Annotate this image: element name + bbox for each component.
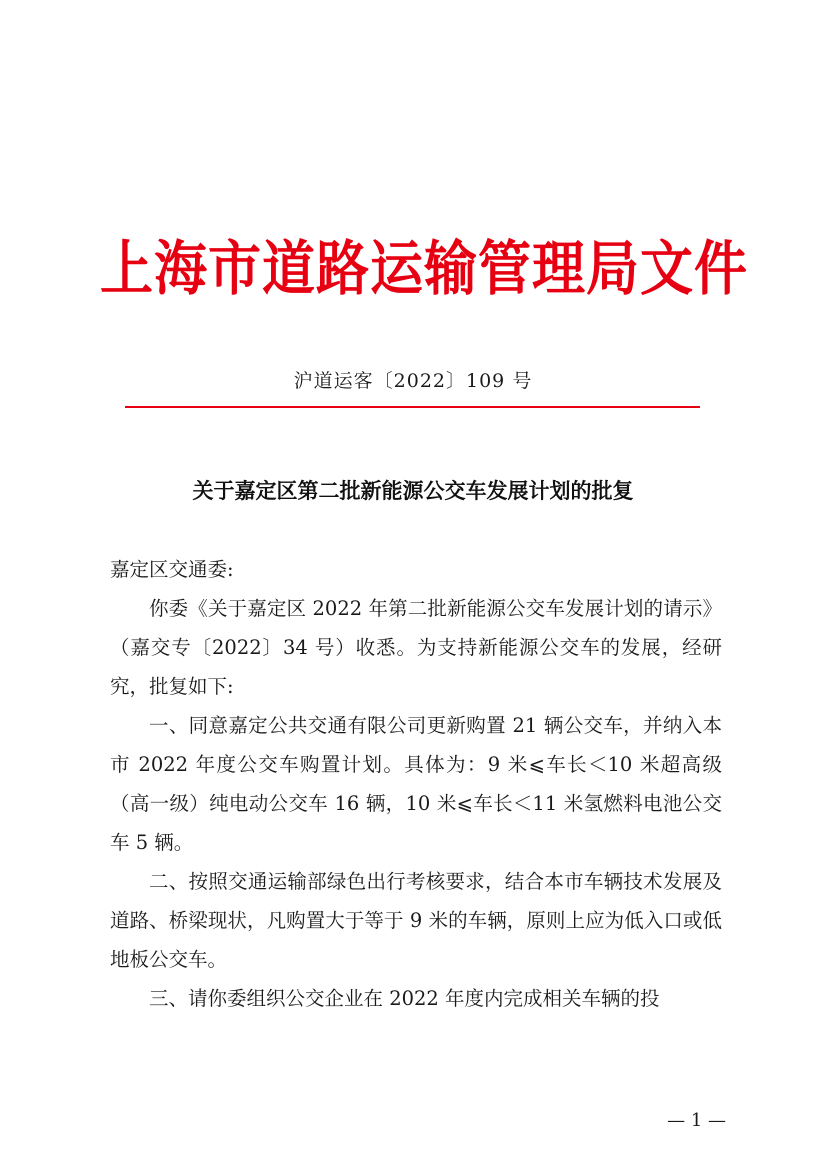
body-paragraph-item-3: 三、请你委组织公交企业在 2022 年度内完成相关车辆的投 <box>149 987 660 1010</box>
red-divider-line <box>125 406 700 408</box>
body-paragraph-intro: 你委《关于嘉定区 2022 年第二批新能源公交车发展计划的请示》（嘉交专〔2022〕34 号）收悉。为支持新能源公交车的发展，经研究，批复如下: <box>110 597 722 698</box>
body-paragraph-item-2: 二、按照交通运输部绿色出行考核要求，结合本市车辆技术发展及道路、桥梁现状，凡购置大于等于 9 米的车辆，原则上应为低入口或低地板公交车。 <box>110 870 722 971</box>
document-title: 关于嘉定区第二批新能源公交车发展计划的批复 <box>192 479 634 503</box>
issuer-header-title: 上海市道路运输管理局文件 <box>100 234 748 304</box>
document-number: 沪道运客〔2022〕109 号 <box>293 370 533 392</box>
salutation: 嘉定区交通委: <box>110 558 234 581</box>
document-body <box>110 550 722 1018</box>
body-paragraph-item-1: 一、同意嘉定公共交通有限公司更新购置 21 辆公交车，并纳入本市 2022 年度公交车购置计划。具体为：9 米⩽车长＜10 米超高级（高一级）纯电动公交车 16 辆，10 米⩽车长＜11 米氢燃料电池公交车 5 辆。 <box>110 714 722 854</box>
page-number: — 1 — <box>667 1110 726 1131</box>
